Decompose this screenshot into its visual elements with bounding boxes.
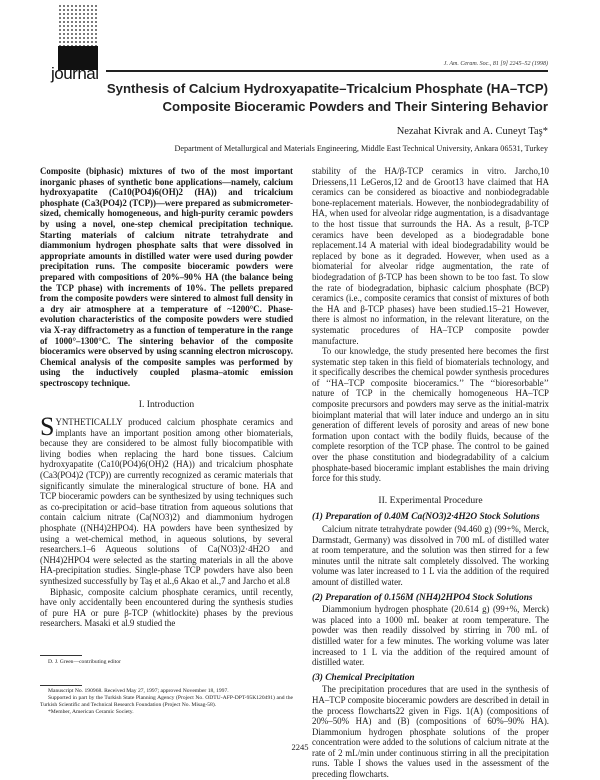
abstract: Composite (biphasic) mixtures of two of the most important inorganic phases of synthetic bone applications—namely, calcium hydroxyapatite (Ca10(PO4)6(OH)2 (HA)) and tricalcium phosphate (Ca3(PO4)2 (TCP))—were prepared as submicrometer-sized, chemically homogeneous, and high-purity ceramic powders by using a novel, one-step chemical precipitation technique. Starting materials of calcium nitrate tetrahydrate and diammonium hydrogen phosphate salts that were dissolved in appropriate amounts in distilled water were used during powder precipitation runs. The composite bioceramic powders were prepared with compositions of 20%–90% HA (the balance being the TCP phase) with increments of 10%. The pellets prepared from the composite powders were sintered to almost full density in a dry air atmosphere at a temperature of ~1200°C. Phase-evolution characteristics of the composite powders were studied via X-ray diffractometry as a function of temperature in the range of 1000°–1300°C. The sintering behavior of the composite bioceramics were observed by using scanning electron microscopy. Chemical analysis of the composite samples was performed by using the inductively coupled plasma–atomic emission spectroscopy technique. — [40, 166, 293, 388]
logo-wordmark: journal — [51, 64, 99, 83]
subsection-heading: (3) Chemical Precipitation — [312, 672, 415, 683]
paragraph: To our knowledge, the study presented here becomes the first systematic step taken in this field of biomaterials technology, and it specifically describes the chemical powder synthesis procedures of ‘‘HA–TCP composite bioceramics.’’ The ‘‘bioresorbable’’ nature of TCP in the chemically homogeneous HA–TCP composite precursors and powders may serve as the initial-matrix bioimplant material that will later induce and undergo an in situ generation of different levels of porosity and areas of new bone formation upon contact with the bodily fluids, because of the complete resorption of the TCP phase. The control to be gained over the phase constitution and biodegradability of a calcium phosphate-based bioceramic implant establishes the main driving force for this study. — [312, 346, 549, 484]
subsection-heading: (2) Preparation of 0.156M (NH4)2HPO4 Stock Solutions — [312, 592, 533, 603]
left-column — [40, 166, 293, 629]
paragraph: Diammonium hydrogen phosphate (20.614 g) (99+%, Merck) was placed into a 1000 mL beaker at room temperature. The powder was then readily dissolved by stirring in 700 mL of distilled water for a few minutes. The working volume was later increased to 1 L via the addition of the required amount of distilled water. — [312, 604, 549, 668]
paragraph: stability of the HA/β-TCP ceramics in vitro. Jarcho,10 Driessens,11 LeGeros,12 and de Groot13 have claimed that HA ceramics can be considered as bioactive and nonbiodegradable bone-replacement materials. However, the nonbiodegradability of HA, when used for alveolar ridge augmentation, is a disadvantage to the host tissue that surrounds the HA. As a result, β-TCP ceramics have been developed as a biodegradable bone replacement.14 A material with ideal biodegradability would be replaced by bone as it degraded. However, when used as a biomaterial for alveolar ridge augmentation, the rate of biodegradation of β-TCP has been shown to be too fast. To slow the rate of biodegradation, biphasic calcium phosphate (BCP) ceramics (i.e., composite ceramics that consist of mixtures of both the HA and β-TCP phases) have been studied.15–21 However, there is almost no information, in the relevant literature, on the systematic procedures of HA–TCP composite powder manufacture. — [312, 166, 549, 346]
journal-logo — [51, 4, 103, 83]
footnote-manuscript: Manuscript No. 190968. Received May 27, 1997; approved November 18, 1997. — [48, 688, 229, 694]
footnote-support: Supported in part by the Turkish State Planning Agency (Project No. ODTU-AFP-DPT-95K120491) and the Turkish Scientific and Technical Research Foundation (Project No. Misag-58). — [40, 695, 293, 708]
footnote-rule — [40, 685, 82, 686]
page-number: 2245 — [291, 742, 309, 752]
section-heading-experimental: II. Experimental Procedure — [378, 494, 483, 506]
footnote-rule — [40, 655, 82, 656]
affiliation: Department of Metallurgical and Materials Engineering, Middle East Technical University, Ankara 06531, Turkey — [174, 144, 548, 153]
title-line: Composite Bioceramic Powders and Their Sintering Behavior — [162, 99, 548, 114]
footnote-text: D. J. Green—contributing editor — [48, 659, 121, 665]
journal-citation: J. Am. Ceram. Soc., 81 [9] 2245–52 (1998) — [443, 61, 548, 67]
paragraph: Calcium nitrate tetrahydrate powder (94.460 g) (99+%, Merck, Darmstadt, Germany) was dissolved in 700 mL of distilled water at room temperature, and the solution was then stirred for a few minutes until the nitrate salt completely dissolved. The working volume was later increased to 1 L via the addition of the required amount of distilled water. — [312, 524, 549, 587]
authors: Nezahat Kivrak and A. Cuneyt Taş* — [396, 126, 548, 137]
section-heading-introduction: I. Introduction — [138, 399, 195, 411]
paper-title — [100, 80, 548, 116]
subsection-heading: (1) Preparation of 0.40M Ca(NO3)2·4H2O Stock Solutions — [312, 512, 540, 523]
drop-cap: S — [40, 412, 55, 442]
footnote-editor — [40, 659, 293, 665]
paragraph: Biphasic, composite calcium phosphate ceramics, until recently, have only accidentally been encountered during the synthesis studies of pure HA or pure β-TCP (whitlockite) phases by the previous researchers. Masaki et al.9 studied the — [40, 586, 293, 629]
header-rule — [106, 70, 548, 72]
right-column — [312, 166, 549, 780]
paragraph — [40, 412, 293, 587]
footnotes — [40, 688, 293, 716]
paragraph-text: YNTHETICALLY produced calcium phosphate ceramics and implants have an important position among other biomaterials, because they are considered to be almost fully biocompatible with living bodies when replacing the hard bone tissues. Calcium hydroxyapatite (Ca10(PO4)6(OH)2 (HA)) and tricalcium phosphate (Ca3(PO4)2 (TCP)) are currently recognized as ceramic materials that significantly simulate the mineralogical structure of bone. HA and TCP bioceramic powders can be synthesized by using techniques such as co-precipitation or acid–base titration from aqueous solutions that contain calcium nitrate (Ca(NO3)2) and diammonium hydrogen phosphate ((NH4)2HPO4). HA powders have been synthesized by using a wet-chemical method, in aqueous solutions, by several researchers.1–6 Aqueous solutions of Ca(NO3)2·4H2O and (NH4)2HPO4 were selected as the starting materials in all the above HA-precipitation studies. Single-phase TCP powders have also been synthesized successfully by Taş et al.,6 Akao et al.,7 and Jarcho et al.8 — [40, 417, 293, 586]
title-line: Synthesis of Calcium Hydroxyapatite–Tricalcium Phosphate (HA–TCP) — [106, 81, 548, 96]
logo-dot-pattern — [58, 4, 98, 46]
footnote-member: *Member, American Ceramic Society. — [48, 709, 134, 715]
paragraph: The precipitation procedures that are used in the synthesis of HA–TCP composite bioceramic powders are described in detail in the process flowcharts22 given in Figs. 1(A) (compositions of 20%–50% HA) and (B) (compositions of 60%–90% HA). Diammonium hydrogen phosphate solutions of the proper concentration were added to the solutions of calcium nitrate at the rate of 2 mL/min under continuous stirring in all the precipitation runs. Table I shows the values used in the assessment of the preceding flowcharts. — [312, 684, 549, 780]
